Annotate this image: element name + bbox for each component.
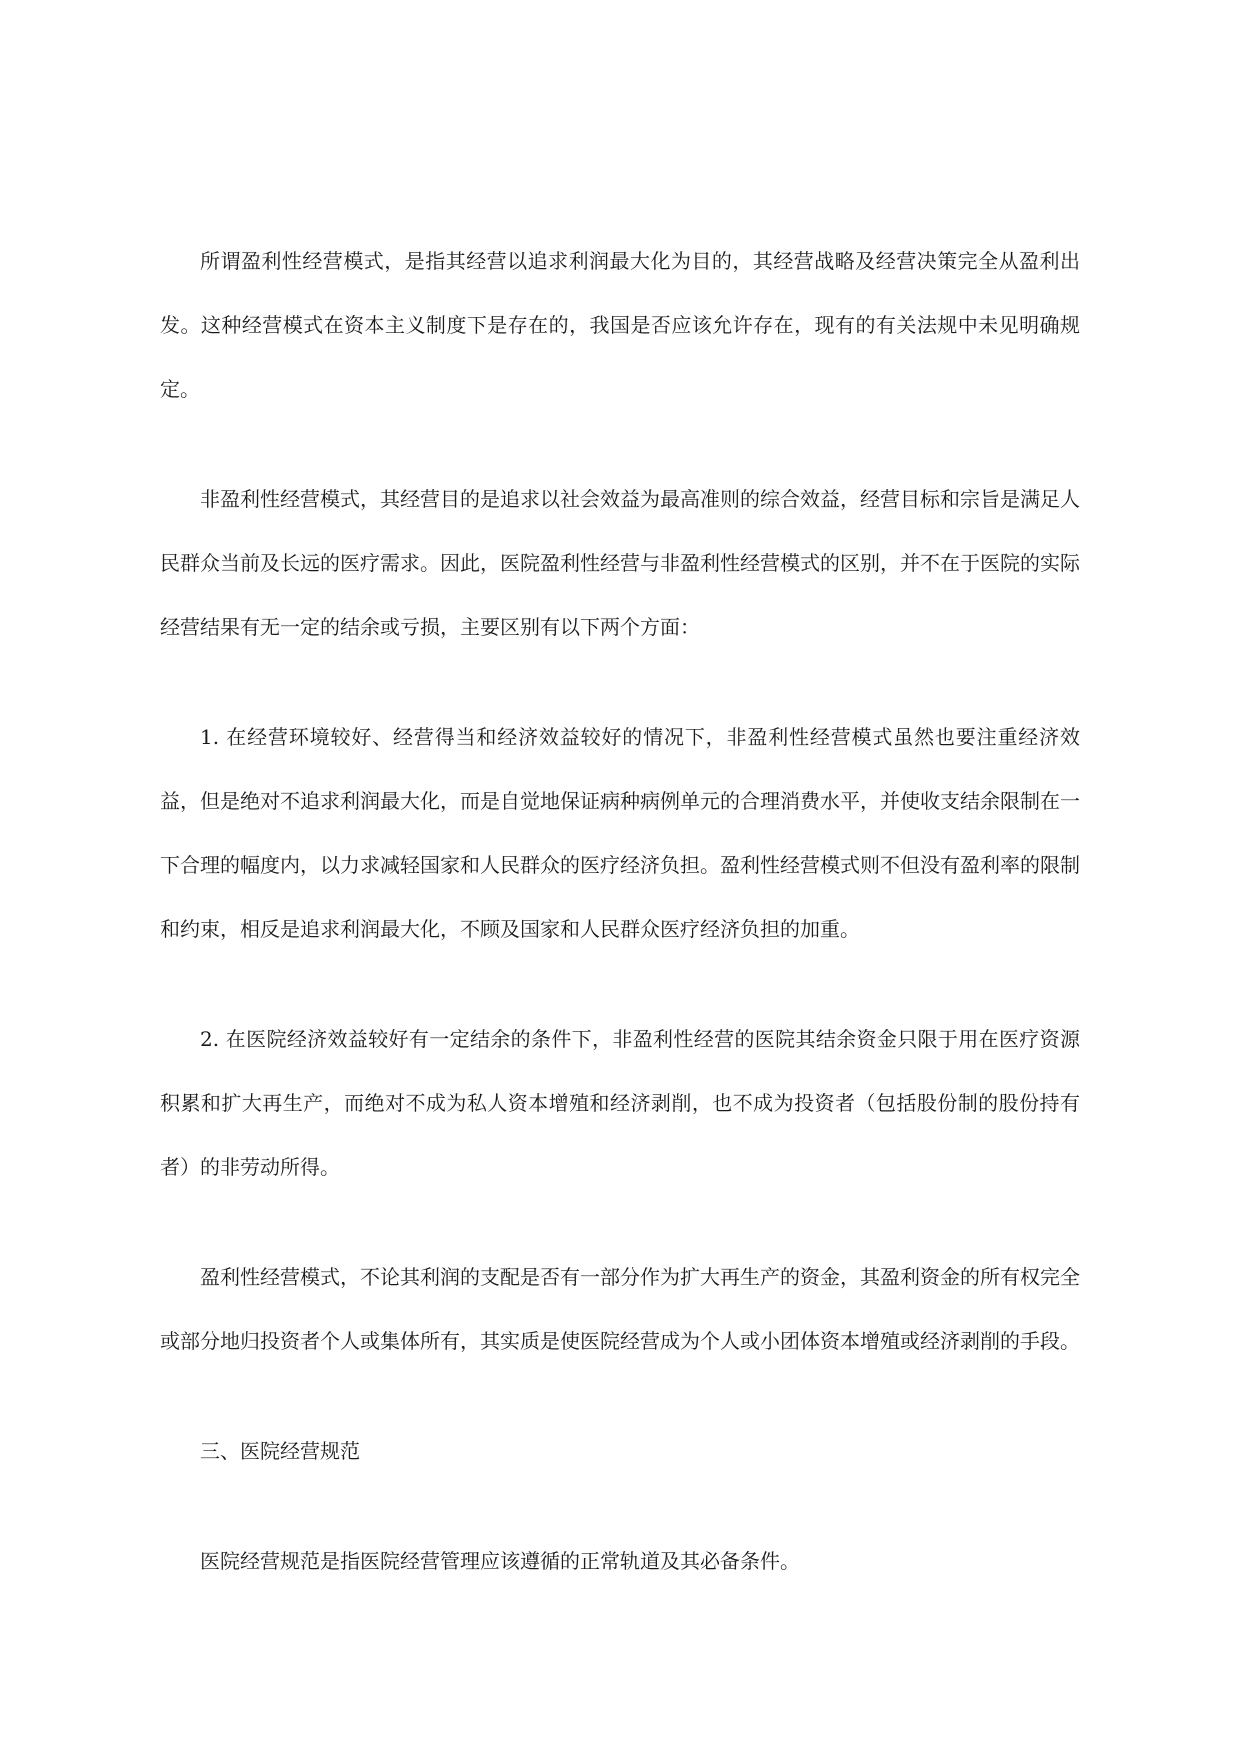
paragraph-profit-model-essence: 盈利性经营模式，不论其利润的支配是否有一部分作为扩大再生产的资金，其盈利资金的所有权完全或部分地归投资者个人或集体所有，其实质是使医院经营成为个人或小团体资本增殖或经济剥削的手段。 xyxy=(160,1265,1080,1353)
section-heading-hospital-standards: 三、医院经营规范 xyxy=(200,1439,360,1463)
paragraph-nonprofit-model-definition: 非盈利性经营模式，其经营目的是追求以社会效益为最高准则的综合效益，经营目标和宗旨是满足人民群众当前及长远的医疗需求。因此，医院盈利性经营与非盈利性经营模式的区别，并不在于医院的实际经营结果有无一定的结余或亏损，主要区别有以下两个方面： xyxy=(160,487,1080,639)
paragraph-profit-model-definition: 所谓盈利性经营模式，是指其经营以追求利润最大化为目的，其经营战略及经营决策完全从盈利出发。这种经营模式在资本主义制度下是存在的，我国是否应该允许存在，现有的有关法规中未见明确规定。 xyxy=(160,249,1080,401)
document-body xyxy=(160,229,1080,1593)
paragraph-difference-point-1: 1. 在经营环境较好、经营得当和经济效益较好的情况下，非盈利性经营模式虽然也要注重经济效益，但是绝对不追求利润最大化，而是自觉地保证病种病例单元的合理消费水平，并使收支结余限制在一下合理的幅度内，以力求减轻国家和人民群众的医疗经济负担。盈利性经营模式则不但没有盈利率的限制和约束，相反是追求利润最大化，不顾及国家和人民群众医疗经济负担的加重。 xyxy=(160,725,1080,941)
paragraph-hospital-standards-definition: 医院经营规范是指医院经营管理应该遵循的正常轨道及其必备条件。 xyxy=(200,1549,800,1573)
paragraph-difference-point-2: 2. 在医院经济效益较好有一定结余的条件下，非盈利性经营的医院其结余资金只限于用在医疗资源积累和扩大再生产，而绝对不成为私人资本增殖和经济剥削，也不成为投资者（包括股份制的股份持有者）的非劳动所得。 xyxy=(160,1027,1080,1179)
